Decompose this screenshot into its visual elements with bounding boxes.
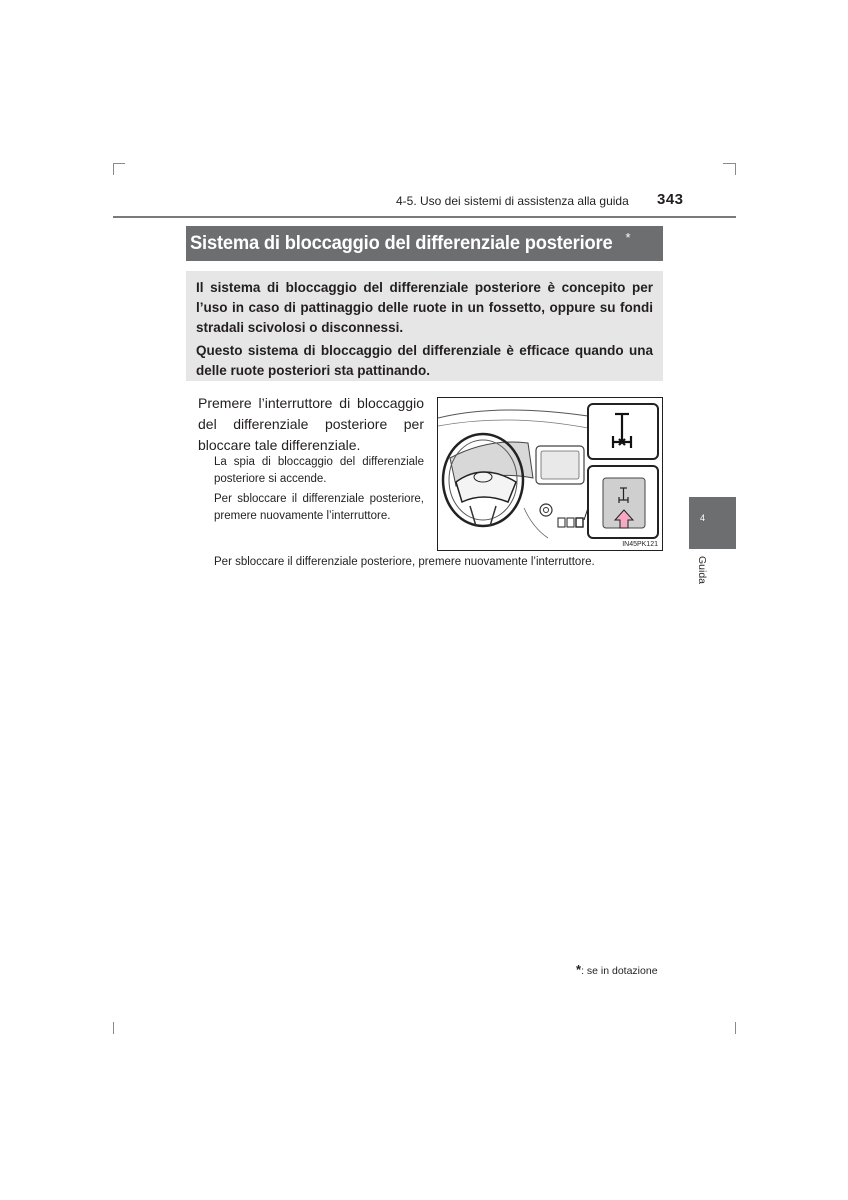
crop-mark [723,163,735,164]
section-title: Sistema di bloccaggio del differenziale posteriore [190,232,613,254]
chapter-label: Guida [696,556,708,585]
footnote-text: : se in dotazione [581,965,658,977]
chapter-number: 4 [700,513,706,523]
footnote-star: * [576,962,582,977]
steering-spoke [470,506,496,526]
console-switch [576,518,583,527]
crop-mark [113,1022,114,1034]
intro-paragraph: Questo sistema di bloccaggio del differenziale è efficace quando una delle ruote posteriori sta pattinando. [196,343,653,378]
crop-mark [735,163,736,175]
figure-code: IN45PK121 [622,541,658,548]
dash-outline [438,410,588,418]
chapter-tab [689,497,736,549]
footnote [576,962,658,977]
instruction-note: Per sbloccare il differenziale posteriore, premere nuovamente l’interruttore. [214,493,424,522]
center-display-screen [541,451,579,479]
dash-outline [438,420,588,428]
console-switch [567,518,574,527]
crop-mark [113,163,125,164]
running-header-section: 4-5. Uso dei sistemi di assistenza alla guida [396,194,629,208]
console-switch [558,518,565,527]
header-rule [113,216,736,218]
instruction-note: La spia di bloccaggio del differenziale posteriore si accende. [214,456,424,485]
intro-box [186,271,663,381]
optional-equipment-star: * [625,230,631,245]
console-knob [540,504,552,516]
instruction-step: Premere l’interruttore di bloccaggio del differenziale posteriore per bloccare tale differenziale. [198,395,424,453]
dashboard-illustration [437,397,663,551]
page-number: 343 [657,191,684,208]
crop-mark [735,1022,736,1034]
steering-hub [456,472,516,502]
section-title-bar [186,226,663,261]
crop-mark [113,163,114,175]
dashboard-drawing [438,398,662,550]
intro-paragraph: Il sistema di bloccaggio del differenziale posteriore è concepito per l’uso in caso di pattinaggio delle ruote in un fossetto, oppure su fondi stradali scivolosi o disconnessi. [196,280,653,335]
instruction-note-full-width: Per sbloccare il differenziale posteriore, premere nuovamente l’interruttore. [214,556,595,568]
console-knob-center [544,508,549,513]
